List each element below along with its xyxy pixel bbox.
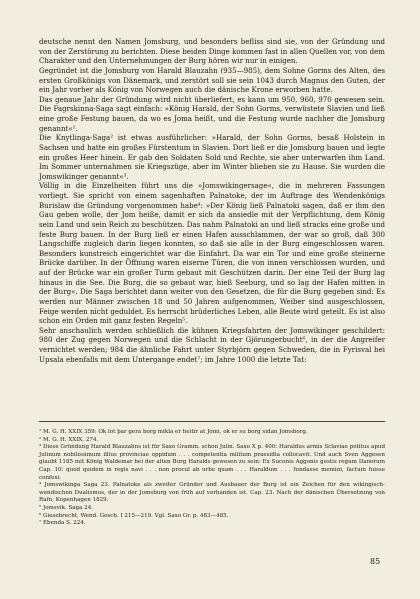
main-text	[39, 37, 385, 364]
paragraph-2: Gegründet ist die Jomsburg von Harald Blauzahn (935—985), dem Sohne Gorms des Alten, des ersten Großkönigs von Dänemark, und zerstört soll sie sein 1043 durch Magnus den Guten, der ein Jahr vorher als König von Norwegen auch die dänische Krone erworben hatte.	[39, 65, 385, 95]
paragraph-4: Die Knytlinga-Saga² ist etwas ausführlicher: »Harald, der Sohn Gorms, besaß Holstein in Sachsen und hatte ein großes Fürstentum in Slavien. Dort ließ er die Jomsburg bauen und legte ein großes Heer hinein. Er gab den Soldaten Sold und Rechte, sie aber unterwarfen ihm Land. Im Sommer unternahmen sie Kriegszüge, aber im Winter blieben sie zu Hause. Sie wurden die Jomswikinger genannt«³.	[39, 133, 385, 181]
footnote-5: ⁵ Jomsvik. Saga 24.	[39, 504, 94, 511]
paragraph-3: Das genaue Jahr der Gründung wird nicht überliefert, es kann um 950, 960, 970 gewesen sein. Die Fagrskinna-Saga sagt einfach: »König Harald, der Sohn Gorms, verwüstete Slavien und ließ eine große Festung bauen, da wo es Joma heißt, und die Festung wurde nachher die Jomsburg genannt«¹.	[39, 94, 385, 133]
footnote-6: ⁶ Giesebrecht, Wend. Gesch. I 215—219. Vgl. Saxo Gr. p. 483—485.	[39, 512, 229, 519]
footnote-4: ⁴ Jomswikinga Saga 23. Palnatoke als zweiter Gründer und Ausbauer der Burg ist ein Zeichen für den wikingisch-wendischen Dualismus, der in der Jomsburg von früh auf vorhanden ist. Cap. 23. Nach der dänischen Übersetzung von Rafn, Kopenhagen 1829.	[39, 482, 385, 504]
footnote-2: ² M. G. H. XXIX, 274.	[39, 436, 99, 443]
footnote-divider	[39, 421, 385, 422]
page-number: 85	[370, 557, 381, 566]
footnotes	[39, 429, 385, 528]
footnote-1: ¹ M. G. H. XXIX 359: Ok lot þar gera borg mikla er heitir at Jomi, ok er su borg sidan Jomsborg.	[39, 429, 308, 435]
paragraph-6: Sehr anschaulich werden schließlich die kühnen Kriegsfahrten der Jomswikinger geschildert: 980 der Zug gegen Norwegen und die Schlacht in der Gjörungerbucht⁶, in der die Angreifer vernichtet werden; 984 die ähnliche Fahrt unter Styrbjörn gegen Schweden, die in Fyrisval bei Upsala ebenfalls mit dem Untergange endet⁷; im Jahre 1000 die letzte Tat:	[39, 325, 385, 364]
footnote-3: ³ Diese Gründung Harald Blauzahns ist für Saxo Gramm. schon Julin. Saxo X p. 400: Haraldus armis Sclaviae potitus apud Julinum nobilissimum illius provinciae oppidum . . . competentia militum praesidia collocavit. Und auch Sven Aggesen glaubt 1185 mit König Waldemar bei der alten Burg Haralds gewesen zu sein: Ex Suconis Aggonis gestis regum Danorum Cap. 10: quod quidem in regis navi . . . non procul ab urbe quam . . . Haraldum . . . fundasse memini, factum fuisse confexi.	[39, 444, 385, 481]
footnote-7: ⁷ Ebenda S. 224.	[39, 520, 86, 527]
paragraph-5: Völlig in die Einzelheiten führt uns die »Jomswikingersage«, die in mehreren Fassungen vorliegt. Sie spricht von einem sagenhaften Palnatoke, der im Auftrage des Wendenkönigs Burislaw die Gründung vorgenommen habe⁴: »Der König ließ Palnatoki sagen, daß er ihm den Gau geben wolle, der Jom heiße, damit er sich da ansiedle mit der Verpflichtung, dem König sein Land und sein Reich zu beschützen. Das nahm Palnatoki an und ließ stracks eine große und feste Burg bauen. In der Burg ließ er einen Hafen ausschlammen, der war so groß, daß 300 Langschiffe zugleich darin liegen konnten, so daß sie alle in der Burg eingeschlossen waren. Besonders kunstreich eingerichtet war die Einfahrt. Da war ein Tor und eine große steinerne Brücke darüber. In der Öffnung waren eiserne Türen, die von innen verschlossen wurden, und auf der Brücke war ein großer Turm gebaut mit Geschützen darin. Der eine Teil der Burg lag hinaus in die See. Die Burg, die so gebaut war, hieß Seeburg, und so lag der Hafen mitten in der Burg«. Die Saga berichtet dann weiter von den Gesetzen, die für die Burg gegeben sind: Es werden nur Männer zwischen 18 und 50 Jahren aufgenommen, Weiber sind ausgeschlossen, Feige werden nicht geduldet. Es herrscht brüderliches Leben, alle Beute wird geteilt. Es ist also schon ein Orden mit ganz festen Regeln⁵.	[39, 181, 385, 326]
paragraph-1: deutsche nennt den Namen Jomsburg, und besonders befliss sind sie, von der Gründung und von der Zerstörung zu berichten. Diese beiden Dinge kommen fast in allen Quellen vor, von dem Charakter und den Unternehmungen der Burg hören wir nur in einigen.	[39, 37, 385, 66]
